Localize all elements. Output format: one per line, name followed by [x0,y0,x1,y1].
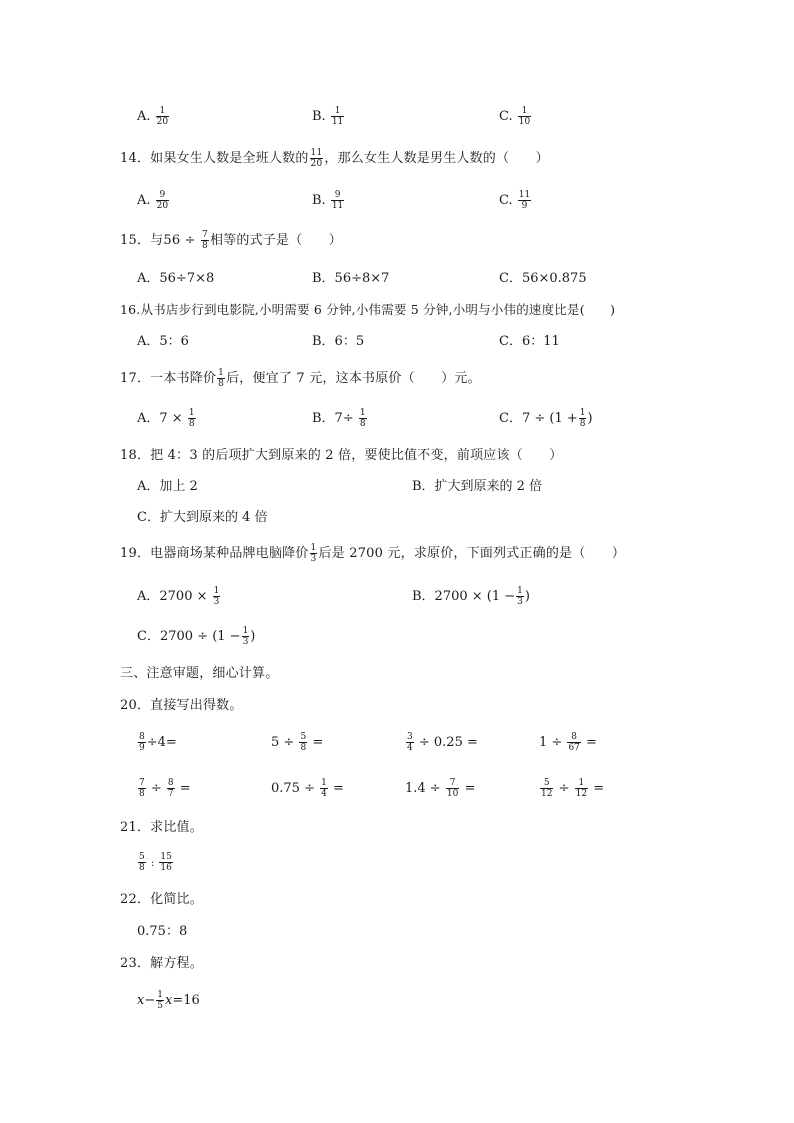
q18-option-b: B．扩大到原来的 2 倍 [412,479,543,494]
fraction: $\frac{1}{8}$ [188,408,195,429]
q23-equation: x− $\frac{1}{5}$ x=16 [137,990,200,1011]
fraction: $\frac{1}{20}$ [156,106,169,127]
fraction: $\frac{1}{4}$ [321,778,327,799]
q14-stem: 14．如果女生人数是全班人数的 $\frac{11}{20}$ ，那么女生人数是男生人数的（ ） [120,148,549,169]
q19-option-b: B．2700 × (1 − $\frac{1}{3}$ ) [412,586,530,607]
fraction: $\frac{1}{3}$ [310,543,317,564]
fraction: $\frac{8}{7}$ [167,778,174,799]
fraction: $\frac{1}{12}$ [575,778,588,799]
fraction: $\frac{7}{8}$ [202,230,208,251]
q17-option-a: A．7 × $\frac{1}{8}$ [137,408,195,429]
q19-stem: 19．电器商场某种品牌电脑降价 $\frac{1}{3}$ 后是 2700 元，求原价，下面列式正确的是（ ） [120,543,626,564]
q15-stem: 15．与56 ÷ $\frac{7}{8}$ 相等的式子是（ ） [120,230,342,251]
fraction: $\frac{1}{10}$ [518,106,531,127]
fraction: $\frac{5}{8}$ [139,852,145,873]
q21-expr: $\frac{5}{8}$ : $\frac{15}{16}$ [139,852,172,873]
q18-option-a: A．加上 2 [137,479,198,494]
fraction: $\frac{5}{8}$ [300,732,307,753]
fraction: $\frac{8}{67}$ [568,732,580,753]
fraction: $\frac{1}{11}$ [331,106,344,127]
q13-option-b: B. $\frac{1}{11}$ [312,106,344,127]
q15-option-b: B．56÷8×7 [312,271,390,286]
fraction: $\frac{9}{20}$ [156,190,169,211]
q20-expr-3: $\frac{3}{4}$ ÷ 0.25 = [407,732,478,753]
fraction: $\frac{11}{20}$ [310,148,323,169]
q15-option-c: C．56×0.875 [499,271,587,286]
q17-option-b: B．7÷ $\frac{1}{8}$ [312,408,366,429]
q20-expr-5: $\frac{7}{8}$ ÷ $\frac{8}{7}$ = [139,778,191,799]
fraction: $\frac{1}{3}$ [517,586,523,607]
fraction: $\frac{8}{9}$ [139,732,145,753]
fraction: $\frac{11}{9}$ [518,190,531,211]
fraction: $\frac{9}{11}$ [331,190,344,211]
q19-option-a: A．2700 × $\frac{1}{3}$ [137,586,220,607]
fraction: $\frac{15}{16}$ [160,852,172,873]
q20-expr-8: $\frac{5}{12}$ ÷ $\frac{1}{12}$ = [541,778,605,799]
q23-stem: 23．解方程。 [120,956,203,971]
fraction: $\frac{1}{5}$ [157,990,163,1011]
q19-option-c: C．2700 ÷ (1 − $\frac{1}{3}$ ) [137,626,256,647]
fraction: $\frac{1}{8}$ [579,408,586,429]
section-title: 三、注意审题，细心计算。 [120,666,279,681]
q20-stem: 20．直接写出得数。 [120,698,243,713]
q16-option-a: A．5：6 [137,334,189,349]
q16-stem: 16.从书店步行到电影院,小明需要 6 分钟,小伟需要 5 分钟,小明与小伟的速度比是( ) [120,302,616,317]
q20-expr-2: 5 ÷ $\frac{5}{8}$ = [271,732,324,753]
fraction: $\frac{1}{3}$ [242,626,249,647]
fraction: $\frac{1}{3}$ [213,586,220,607]
fraction: $\frac{7}{10}$ [446,778,459,799]
q20-expr-7: 1.4 ÷ $\frac{7}{10}$ = [405,778,476,799]
fraction: $\frac{1}{8}$ [218,368,225,389]
fraction: $\frac{3}{4}$ [407,732,413,753]
fraction: $\frac{5}{12}$ [541,778,553,799]
q18-option-c: C．扩大到原来的 4 倍 [137,510,268,525]
q20-expr-6: 0.75 ÷ $\frac{1}{4}$ = [271,778,344,799]
q17-stem: 17．一本书降价 $\frac{1}{8}$ 后，便宜了 7 元，这本书原价（ ）元。 [120,368,481,389]
q14-option-a: A. $\frac{9}{20}$ [137,190,169,211]
q13-option-c: C. $\frac{1}{10}$ [499,106,531,127]
q17-option-c: C．7 ÷ (1 + $\frac{1}{8}$ ) [499,408,593,429]
fraction: $\frac{1}{8}$ [359,408,366,429]
q15-option-a: A．56÷7×8 [137,271,215,286]
q20-expr-1: $\frac{8}{9}$ ÷4= [139,732,177,753]
q13-option-a: A. $\frac{1}{20}$ [137,106,169,127]
q22-expr: 0.75：8 [137,924,188,939]
q14-option-c: C. $\frac{11}{9}$ [499,190,531,211]
q14-option-b: B. $\frac{9}{11}$ [312,190,344,211]
q16-option-c: C．6：11 [499,334,560,349]
q22-stem: 22．化简比。 [120,892,203,907]
q20-expr-4: 1 ÷ $\frac{8}{67}$ = [539,732,597,753]
fraction: $\frac{7}{8}$ [139,778,145,799]
q18-stem: 18．把 4：3 的后项扩大到原来的 2 倍，要使比值不变，前项应该（ ） [120,448,563,463]
q16-option-b: B．6：5 [312,334,365,349]
q21-stem: 21．求比值。 [120,820,203,835]
